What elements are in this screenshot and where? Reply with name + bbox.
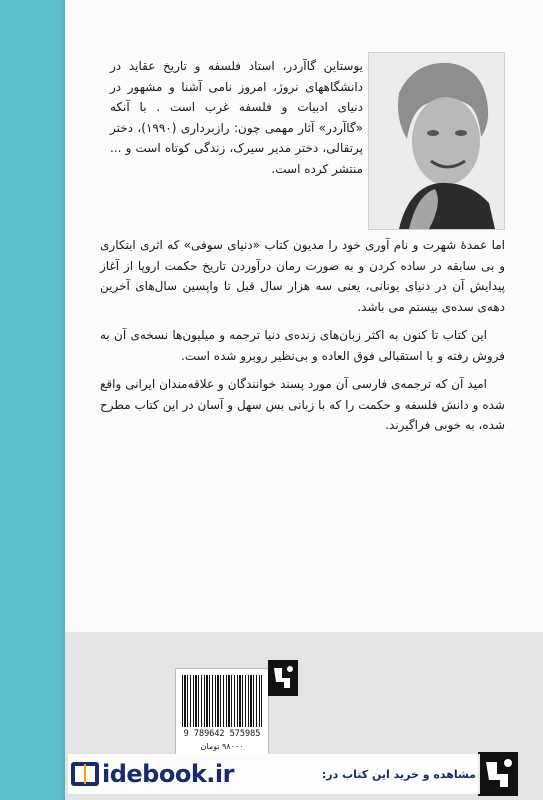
price-label: ۹۸۰۰۰ تومان [200,742,244,751]
watermark-banner [68,754,480,794]
isbn-digits: 9 789642 575985 [183,729,261,739]
publisher-logo-icon [478,752,518,796]
author-photo [368,52,505,230]
barcode-bars [182,675,262,727]
author-bio: یوستاین گاآردر، استاد فلسفه و تاریخ عقاید در دانشگاههای نروژ، امروز نامی آشنا و مشهور در دنیای ادبیات و فلسفه غرب است . با آنکه «گاآردر» آثار مهمی چون: رازبرداری (۱۹۹۰)، دختر پرتقالی، دختر مدیر سیرک، زندگی کوتاه است و ... منتشر کرده است. [110,59,363,176]
barcode [175,668,269,758]
book-icon [68,757,102,791]
description-paragraph-1: اما عمدهٔ شهرت و نام آوری خود را مدیون کتاب «دنیای سوفی» که اثری ابتکاری و بی سابقه در ساده کردن و به صورت رمان درآوردن تاریخ حکمت اروپا از آغاز پیدایش آن در دنیای یونانی، یعنی سه هزار سال قبل تا واپسین سال‌های آخرین دهه‌ی سده‌ی بیستم می باشد. [100,238,505,314]
author-portrait-image [369,53,504,229]
watermark-brand: idebook.ir [102,760,234,788]
watermark-text: مشاهده و خرید این کتاب در: [321,767,476,781]
spine-band [0,0,65,800]
book-description [100,235,505,444]
description-paragraph-3: امید آن که ترجمه‌ی فارسی آن مورد پسند خوانندگان و علاقه‌مندان ایرانی واقع شده و دانش فلسفه و حکمت را که با زبانی بس سهل و آسان در این کتاب مطرح شده، به خوبی فراگیرند. [100,377,505,432]
publisher-logo-icon [268,660,298,696]
description-paragraph-2: این کتاب تا کنون به اکثر زبان‌های زنده‌ی دنیا ترجمه و میلیون‌ها نسخه‌ی آن به فروش رفته و با استقبالی فوق العاده و بی‌نظیر روبرو شده است. [100,328,505,363]
